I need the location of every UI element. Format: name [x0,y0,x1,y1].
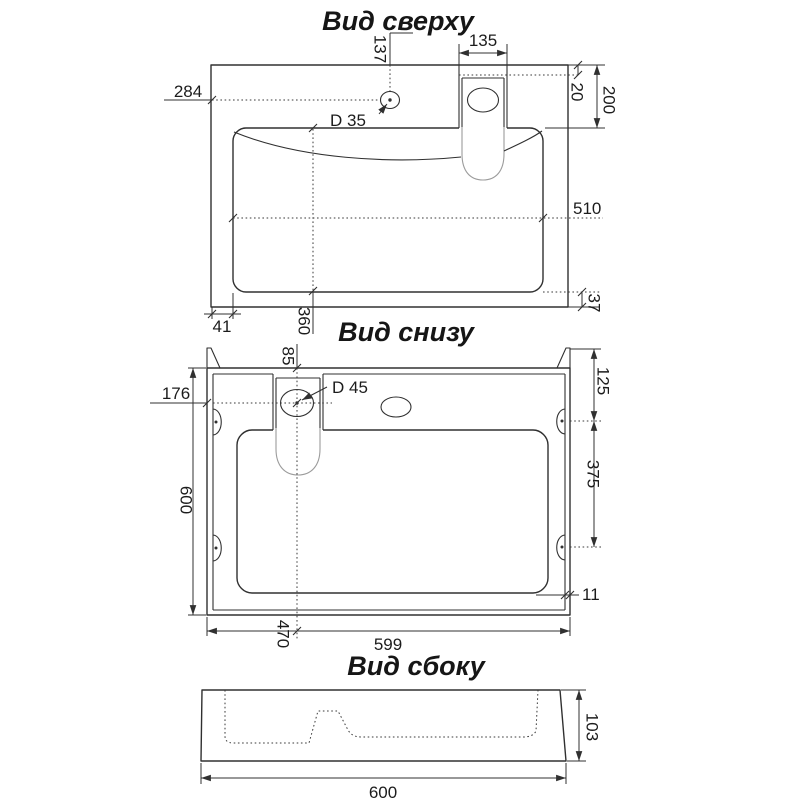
dim-label-41: 41 [212,317,232,336]
bottom-extension-lines [150,344,601,636]
side-profile-outline [201,690,566,761]
dim-label-d35: D 35 [330,111,366,130]
dim-label-125: 125 [593,366,613,396]
bottom-sink-inner-edge [213,374,565,610]
bottom-dim-ticks [203,364,574,635]
bottom-dotted-lines [213,368,601,641]
mount-hole-center-4 [561,546,564,549]
mounting-holes [213,409,565,561]
dim-label-85: 85 [278,346,298,366]
basin-outline-bottom [237,430,548,593]
dim-label-510: 510 [573,199,602,218]
dim-label-600-side: 600 [368,783,398,800]
dim-label-20: 20 [567,82,587,102]
side-view-title: Вид сбоку [347,651,485,681]
top-view [164,6,619,336]
top-dotted-lines [212,65,603,292]
dim-label-37: 37 [584,293,604,313]
mount-hole-center-3 [561,420,564,423]
basin-slope-curve [234,131,542,160]
dim-label-200: 200 [599,85,619,115]
side-view [201,651,602,800]
dim-label-135: 135 [468,31,498,50]
side-hidden-basin-profile [225,690,538,743]
dim-label-599: 599 [373,635,403,654]
dim-label-176: 176 [161,384,191,403]
mount-hole-center-1 [215,421,218,424]
dim-label-600-depth: 600 [176,485,196,515]
dim-label-470: 470 [273,619,293,649]
dim-label-284: 284 [173,82,203,101]
bottom-view-title: Вид снизу [338,317,474,347]
bottom-view [150,317,613,654]
overflow-recess [381,397,411,417]
dim-label-d45: D 45 [332,378,368,397]
overflow-hole-center [388,98,391,101]
dim-label-137: 137 [370,34,390,64]
tap-capsule-bottom [276,428,320,475]
top-dim-ticks [208,61,586,318]
dim-label-11: 11 [582,585,600,604]
dim-label-375: 375 [583,459,603,489]
bottom-sink-outline [207,368,570,615]
mount-hole-center-2 [215,547,218,550]
top-view-title: Вид сверху [322,6,474,36]
basin-outline-top [233,128,543,292]
dim-label-103: 103 [582,712,602,742]
tap-capsule [462,127,504,180]
corner-flanges [207,348,570,368]
tap-platform-notch [459,65,507,128]
dim-label-360: 360 [294,306,314,336]
tap-hole [468,88,499,112]
